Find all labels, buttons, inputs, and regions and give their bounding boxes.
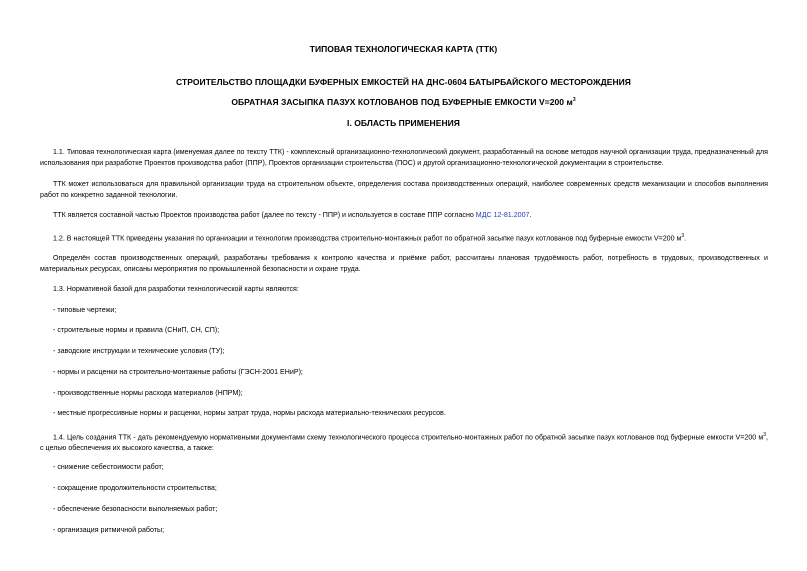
paragraph-1-2: 1.2. В настоящей ТТК приведены указания по организации и технологии производства строительно-монтажных работ по обратной засыпке пазух котлованов под буферные емкости V=200 $м^3$. bbox=[53, 233, 687, 243]
list-item: - организация ритмичной работы; bbox=[53, 526, 165, 534]
list-item: - сокращение продолжительности строительства; bbox=[53, 484, 217, 492]
list-item: - заводские инструкции и технические условия (ТУ); bbox=[53, 347, 225, 355]
paragraph-ttk-ppr: ТТК является составной частью Проектов производства работ (далее по тексту - ППР) и используется в составе ППР согласно МДС 12-81.2007. bbox=[53, 211, 532, 219]
list-item: - обеспечение безопасности выполняемых работ; bbox=[53, 505, 218, 513]
mds-link[interactable]: МДС 12-81.2007 bbox=[475, 211, 530, 219]
list-item: - нормы и расценки на строительно-монтажные работы (ГЭСН-2001 ЕНиР); bbox=[53, 368, 303, 376]
list-item: - производственные нормы расхода материалов (НПРМ); bbox=[53, 389, 243, 397]
document-subtitle-2: ОБРАТНАЯ ЗАСЫПКА ПАЗУХ КОТЛОВАНОВ ПОД БУФЕРНЫЕ ЕМКОСТИ V=200 $м^3$ bbox=[231, 97, 576, 107]
paragraph-1-1: 1.1. Типовая технологическая карта (именуемая далее по тексту ТТК) - комплексный организационно-технологический документ, разработанный на основе методов научной организации труда, предназначенный для использования при разработке Проектов производства работ (ППР), Проектов организации строительства (ПОС) и другой организационно-технологической документации в строительстве. bbox=[40, 148, 768, 167]
document-title: ТИПОВАЯ ТЕХНОЛОГИЧЕСКАЯ КАРТА (ТТК) bbox=[309, 44, 498, 54]
paragraph-ttk-usage: ТТК может использоваться для правильной организации труда на строительном объекте, определения состава производственных операций, наиболее современных средств механизации и способов выполнения работ по конкретно заданной технологии. bbox=[40, 180, 768, 199]
list-item: - типовые чертежи; bbox=[53, 306, 117, 314]
list-item: - местные прогрессивные нормы и расценки, нормы затрат труда, нормы расхода материально-технических ресурсов. bbox=[53, 409, 446, 417]
list-item: - снижение себестоимости работ; bbox=[53, 463, 164, 471]
paragraph-operations: Определён состав производственных операций, разработаны требования к контролю качества и приёмке работ, рассчитаны плановая трудоёмкость работ, потребность в трудовых, производственных и материальных ресурсах, описаны мероприятия по промышленной безопасности и охране труда. bbox=[40, 254, 768, 273]
list-item: - строительные нормы и правила (СНиП, СН, СП); bbox=[53, 326, 220, 334]
section-heading: I. ОБЛАСТЬ ПРИМЕНЕНИЯ bbox=[347, 118, 460, 128]
document-subtitle: СТРОИТЕЛЬСТВО ПЛОЩАДКИ БУФЕРНЫХ ЕМКОСТЕЙ НА ДНС-0604 БАТЫРБАЙСКОГО МЕСТОРОЖДЕНИЯ bbox=[176, 77, 631, 87]
paragraph-1-4: 1.4. Цель создания ТТК - дать рекомендуемую нормативными документами схему технологического процесса строительно-монтажных работ по обратной засыпке пазух котлованов под буферные емкости V=200 $м^3$, с целью обеспечения их высокого качества, а также: bbox=[40, 432, 768, 452]
paragraph-1-3: 1.3. Нормативной базой для разработки технологической карты являются: bbox=[53, 285, 299, 293]
